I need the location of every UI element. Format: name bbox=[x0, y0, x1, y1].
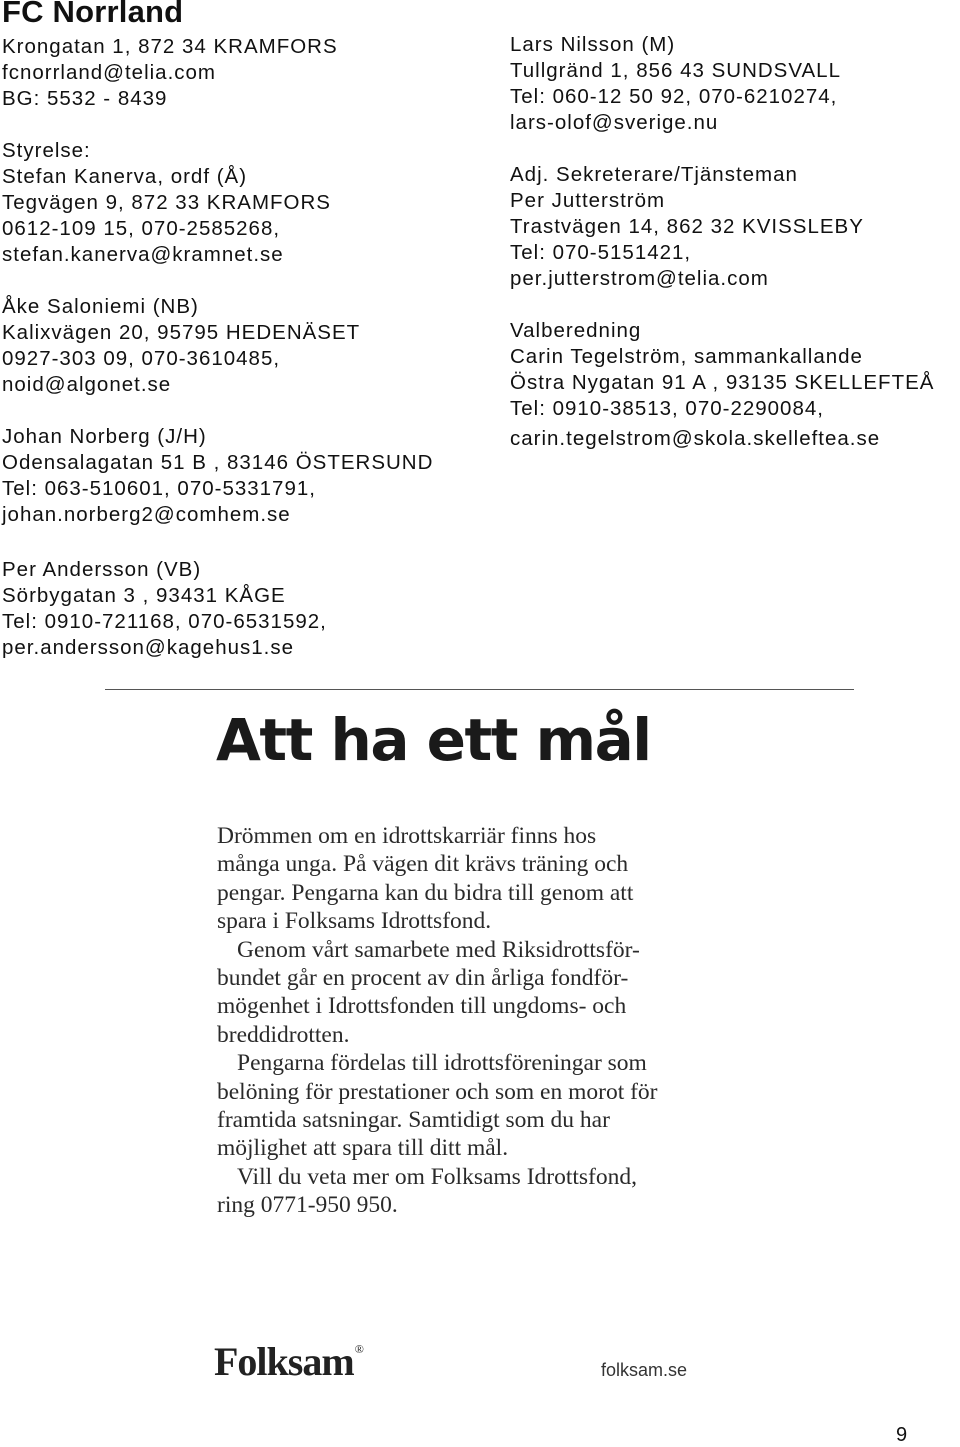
nomination-name: Carin Tegelström, sammankallande bbox=[510, 345, 863, 368]
ad-line: många unga. På vägen dit krävs träning och bbox=[217, 851, 629, 878]
ad-line: framtida satsningar. Samtidigt som du har bbox=[217, 1107, 610, 1134]
nomination-phone: Tel: 0910-38513, 070-2290084, bbox=[510, 397, 824, 420]
member-address: Tegvägen 9, 872 33 KRAMFORS bbox=[2, 191, 331, 214]
folksam-logo-text: Folksam bbox=[214, 1339, 354, 1384]
member-email: lars-olof@sverige.nu bbox=[510, 111, 719, 134]
secretary-name: Per Jutterström bbox=[510, 189, 666, 212]
left-contact-column bbox=[2, 34, 433, 528]
ad-body bbox=[217, 822, 717, 1220]
folksam-website: folksam.se bbox=[601, 1360, 688, 1380]
member-email: johan.norberg2@comhem.se bbox=[2, 503, 291, 526]
ad-title: Att ha ett mål bbox=[216, 706, 651, 774]
ad-line: Pengarna fördelas till idrottsföreningar som bbox=[237, 1050, 647, 1077]
nomination-heading: Valberedning bbox=[510, 319, 642, 342]
member-name: Per Andersson (VB) bbox=[2, 558, 202, 581]
member-phone: Tel: 060-12 50 92, 070-6210274, bbox=[510, 85, 838, 108]
registered-mark: ® bbox=[354, 1342, 363, 1356]
club-address: Krongatan 1, 872 34 KRAMFORS bbox=[2, 35, 338, 58]
ad-line: pengar. Pengarna kan du bidra till genom att bbox=[217, 879, 634, 906]
ad-line: mögenhet i Idrottsfonden till ungdoms- och bbox=[217, 993, 627, 1020]
member-name: Johan Norberg (J/H) bbox=[2, 425, 207, 448]
secretary-email: per.jutterstrom@telia.com bbox=[510, 267, 769, 290]
ad-line: breddidrotten. bbox=[217, 1021, 350, 1048]
member-name: Åke Saloniemi (NB) bbox=[2, 295, 199, 318]
member-address: Tullgränd 1, 856 43 SUNDSVALL bbox=[510, 59, 841, 82]
secretary-phone: Tel: 070-5151421, bbox=[510, 241, 692, 264]
member-address: Kalixvägen 20, 95795 HEDENÄSET bbox=[2, 321, 361, 344]
club-email: fcnorrland@telia.com bbox=[2, 61, 216, 84]
member-name: Stefan Kanerva, ordf (Å) bbox=[2, 165, 248, 188]
ad-line: belöning för prestationer och som en morot för bbox=[217, 1078, 658, 1105]
ad-line: Vill du veta mer om Folksams Idrottsfond, bbox=[237, 1163, 638, 1190]
right-contact-column bbox=[510, 32, 934, 452]
member-name: Lars Nilsson (M) bbox=[510, 33, 676, 56]
member-phone: 0612-109 15, 070-2585268, bbox=[2, 217, 281, 240]
divider bbox=[105, 689, 854, 690]
nomination-address: Östra Nygatan 91 A , 93135 SKELLEFTEÅ bbox=[510, 371, 935, 394]
folksam-logo bbox=[214, 1338, 363, 1385]
nomination-email: carin.tegelstrom@skola.skelleftea.se bbox=[510, 427, 881, 450]
ad-line: Genom vårt samarbete med Riksidrottsför- bbox=[237, 936, 640, 963]
ad-line: Drömmen om en idrottskarriär finns hos bbox=[217, 823, 597, 849]
left-contact-column-lower bbox=[2, 557, 327, 661]
member-phone: Tel: 0910-721168, 070-6531592, bbox=[2, 610, 327, 633]
board-heading: Styrelse: bbox=[2, 139, 91, 162]
page-number: 9 bbox=[896, 1424, 908, 1446]
club-bankgiro: BG: 5532 - 8439 bbox=[2, 87, 168, 110]
ad-line: möjlighet att spara till ditt mål. bbox=[217, 1135, 509, 1162]
secretary-address: Trastvägen 14, 862 32 KVISSLEBY bbox=[510, 215, 864, 238]
member-phone: Tel: 063-510601, 070-5331791, bbox=[2, 477, 316, 500]
secretary-heading: Adj. Sekreterare/Tjänsteman bbox=[510, 163, 798, 186]
ad-line: spara i Folksams Idrottsfond. bbox=[217, 908, 492, 935]
member-email: noid@algonet.se bbox=[2, 373, 172, 396]
member-email: per.andersson@kagehus1.se bbox=[2, 636, 294, 659]
member-address: Sörbygatan 3 , 93431 KÅGE bbox=[2, 584, 286, 607]
member-address: Odensalagatan 51 B , 83146 ÖSTERSUND bbox=[2, 451, 434, 474]
member-email: stefan.kanerva@kramnet.se bbox=[2, 243, 284, 266]
ad-line: ring 0771-950 950. bbox=[217, 1192, 398, 1219]
member-phone: 0927-303 09, 070-3610485, bbox=[2, 347, 281, 370]
ad-line: bundet går en procent av din årliga fondför- bbox=[217, 965, 629, 992]
club-name: FC Norrland bbox=[2, 0, 184, 29]
